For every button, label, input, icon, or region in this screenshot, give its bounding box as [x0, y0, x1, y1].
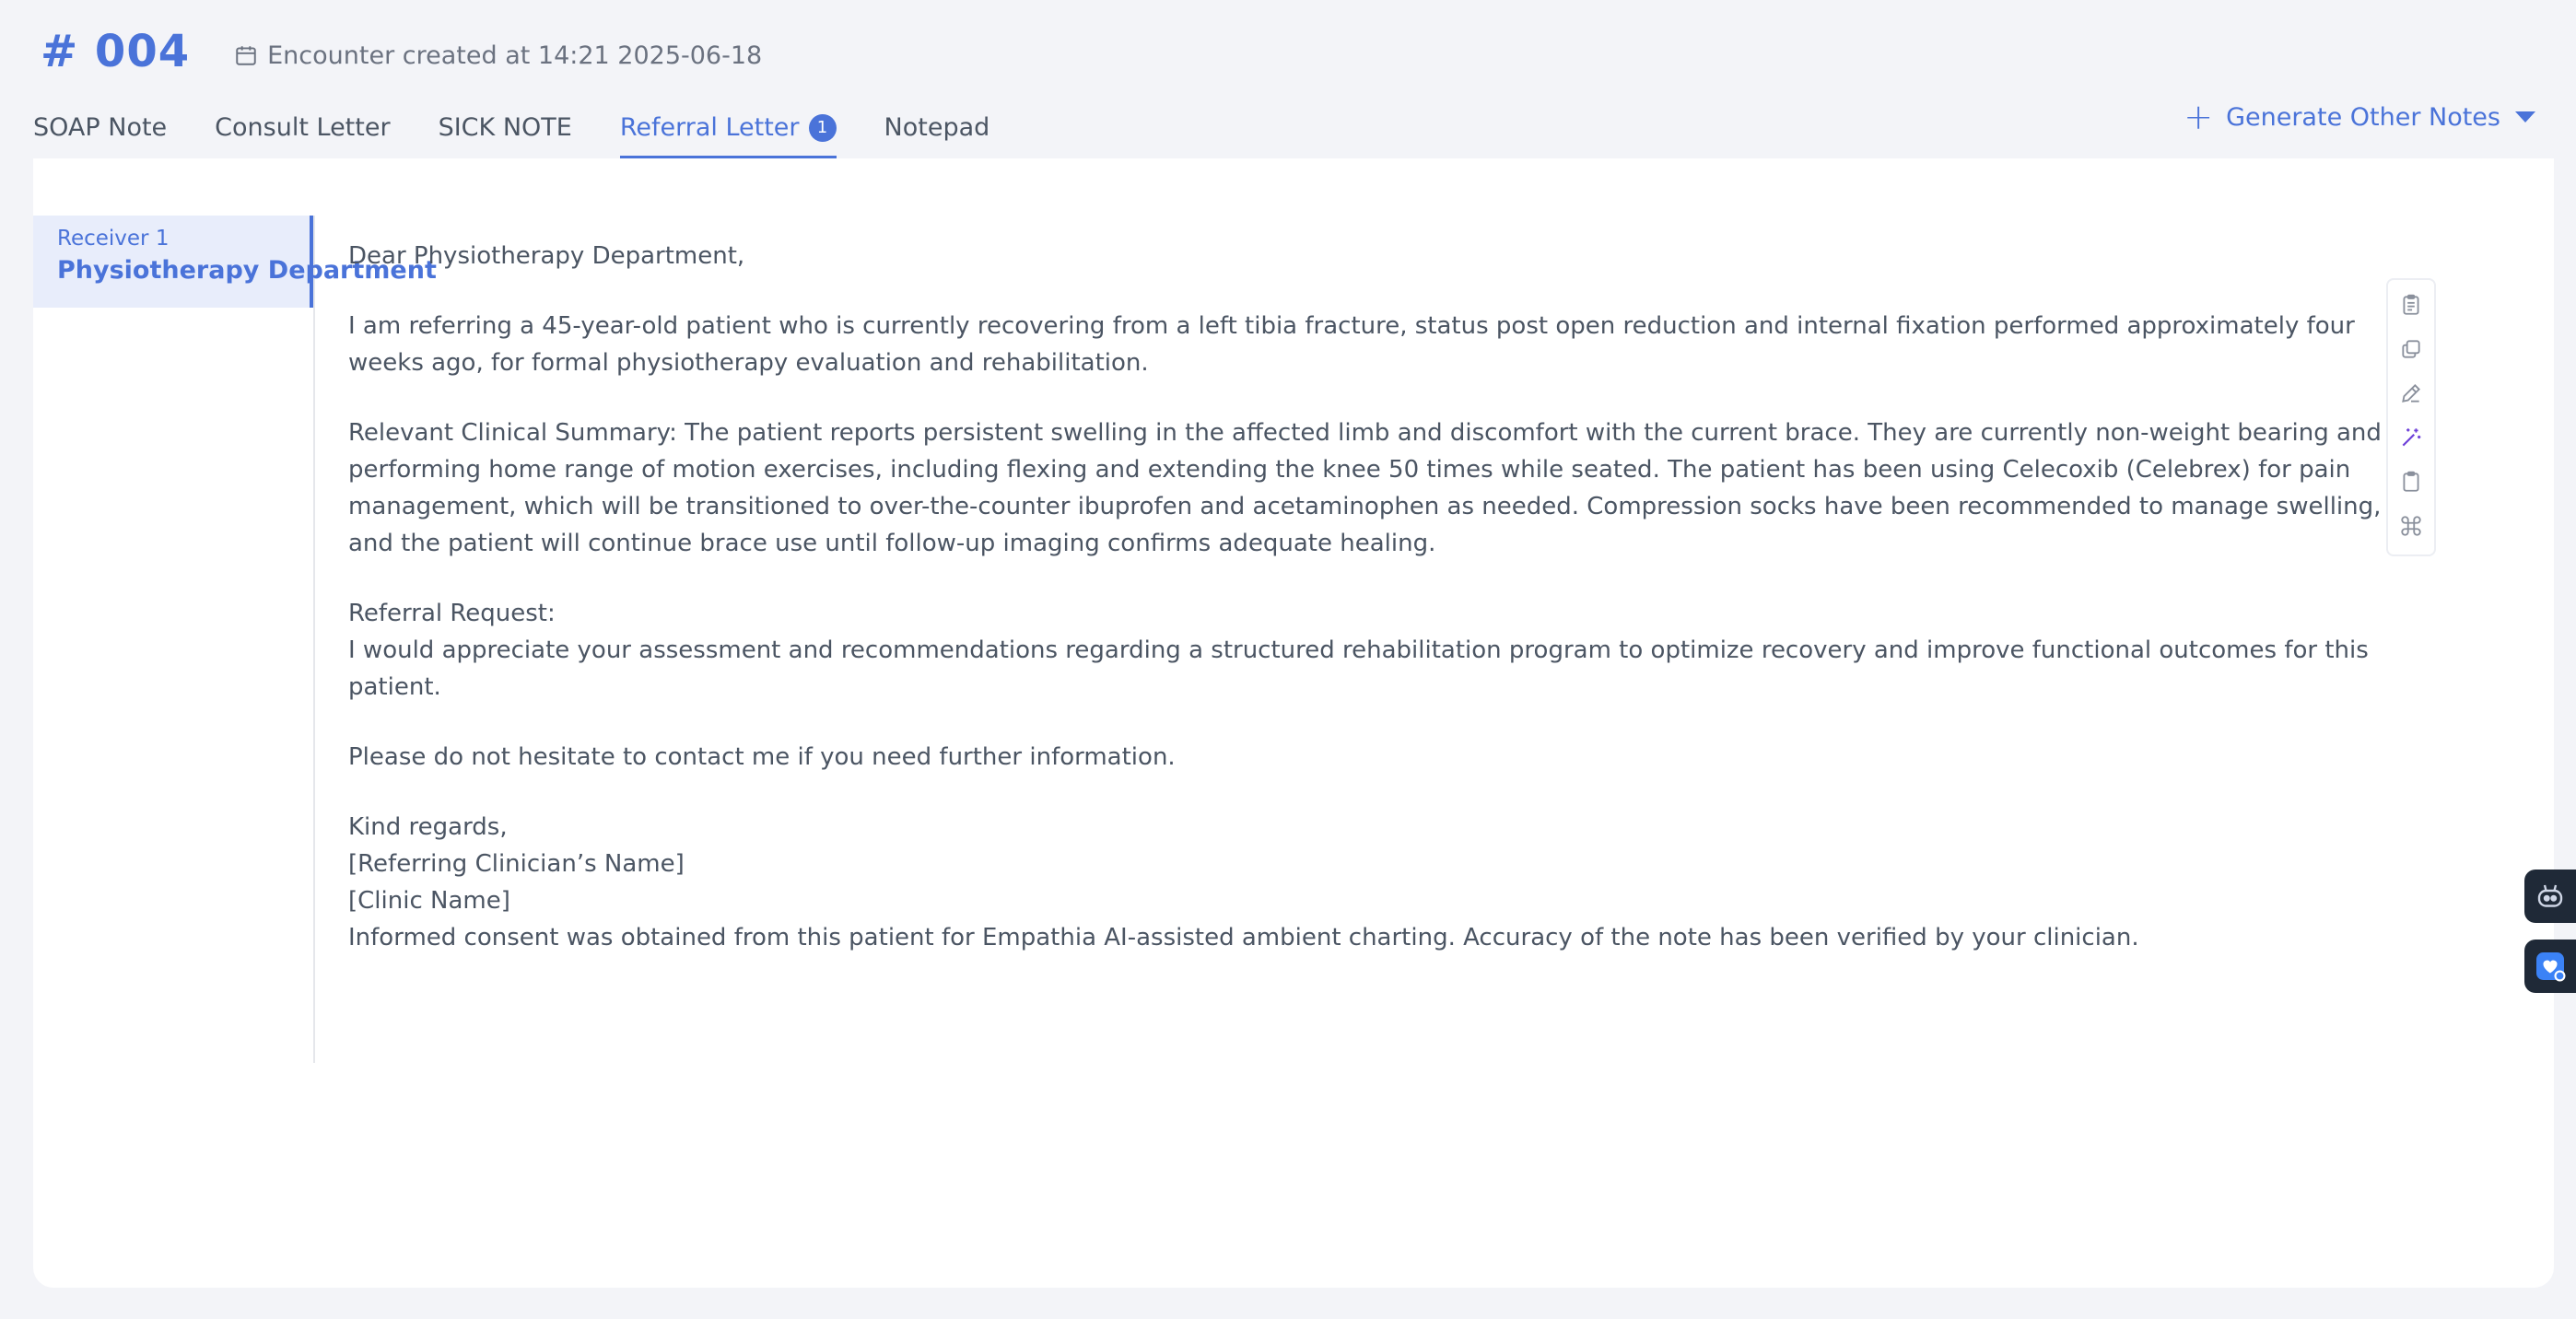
clinician-name: [Referring Clinician’s Name] — [348, 850, 685, 878]
letter-greeting: Dear Physiotherapy Department, — [348, 242, 745, 270]
generate-other-notes-label: Generate Other Notes — [2226, 102, 2500, 132]
receiver-item[interactable] — [33, 216, 437, 308]
letter-signoff — [348, 809, 2405, 956]
copy-icon[interactable] — [2395, 333, 2427, 365]
letter-contact: Please do not hesitate to contact me if you need further information. — [348, 743, 1176, 771]
clinic-name: [Clinic Name] — [348, 887, 510, 915]
ai-assistant-button[interactable] — [2524, 870, 2576, 923]
paste-icon[interactable] — [2395, 466, 2427, 497]
tab-referral-letter[interactable] — [620, 113, 837, 158]
tab-label: Notepad — [884, 113, 990, 142]
tab-label: SOAP Note — [33, 113, 168, 142]
clipboard-icon[interactable] — [2395, 289, 2427, 321]
plus-icon: + — [2184, 97, 2214, 137]
heart-icon — [2534, 950, 2567, 983]
note-tabs — [33, 96, 1037, 158]
tab-soap-note[interactable] — [33, 113, 167, 158]
receiver-name: Physiotherapy Department — [57, 256, 437, 285]
tab-sick-note[interactable] — [439, 113, 572, 158]
edit-icon[interactable] — [2395, 378, 2427, 409]
tab-consult-letter[interactable] — [215, 113, 390, 158]
tab-notepad[interactable] — [884, 113, 990, 158]
robot-icon — [2534, 880, 2567, 913]
letter-card — [33, 158, 2554, 1288]
tab-label: Referral Letter — [619, 113, 800, 142]
tab-label: SICK NOTE — [438, 113, 572, 142]
generate-other-notes-button[interactable] — [2184, 97, 2535, 137]
tab-label: Consult Letter — [215, 113, 391, 142]
health-app-button[interactable] — [2524, 940, 2576, 993]
encounter-id: # 004 — [41, 26, 191, 77]
referral-request-heading: Referral Request: — [348, 600, 556, 627]
magic-wand-icon[interactable] — [2395, 422, 2427, 453]
count-badge: 1 — [809, 114, 837, 142]
command-icon[interactable] — [2395, 510, 2427, 542]
receiver-label: Receiver 1 — [57, 227, 170, 251]
referral-request-body: I would appreciate your assessment and recommendations regarding a structured rehabilitation program to optimize recovery and improve functional outcomes for this patient. — [348, 636, 2369, 701]
letter-referral-request — [348, 595, 2405, 706]
letter-intro: I am referring a 45-year-old patient who is currently recovering from a left tibia fracture, status post open reduction and internal fixation performed approximately four weeks ago, for formal physiotherapy evaluation and rehabilitation. — [348, 312, 2355, 377]
caret-down-icon — [2515, 111, 2535, 123]
encounter-header — [41, 26, 762, 77]
consent-statement: Informed consent was obtained from this patient for Empathia AI-assisted ambient charting. Accuracy of the note has been verified by your clinician. — [348, 924, 2139, 951]
letter-body[interactable] — [348, 238, 2405, 956]
letter-action-toolbar — [2386, 278, 2436, 556]
encounter-created-text: Encounter created at 14:21 2025-06-18 — [267, 41, 763, 70]
calendar-icon — [234, 43, 258, 67]
letter-closing: Kind regards, — [348, 813, 508, 841]
letter-clinical-summary: Relevant Clinical Summary: The patient reports persistent swelling in the affected limb and discomfort with the current brace. They are currently non-weight bearing and performing home range of motion exercises, including flexing and extending the knee 50 times while seated. The patient has been using Celecoxib (Celebrex) for pain management, which will be transitioned to over-the-counter ibuprofen and acetaminophen as needed. Compression socks have been recommended to manage swelling, and the patient will continue brace use until follow-up imaging confirms adequate healing. — [348, 419, 2382, 557]
encounter-created — [234, 41, 762, 70]
